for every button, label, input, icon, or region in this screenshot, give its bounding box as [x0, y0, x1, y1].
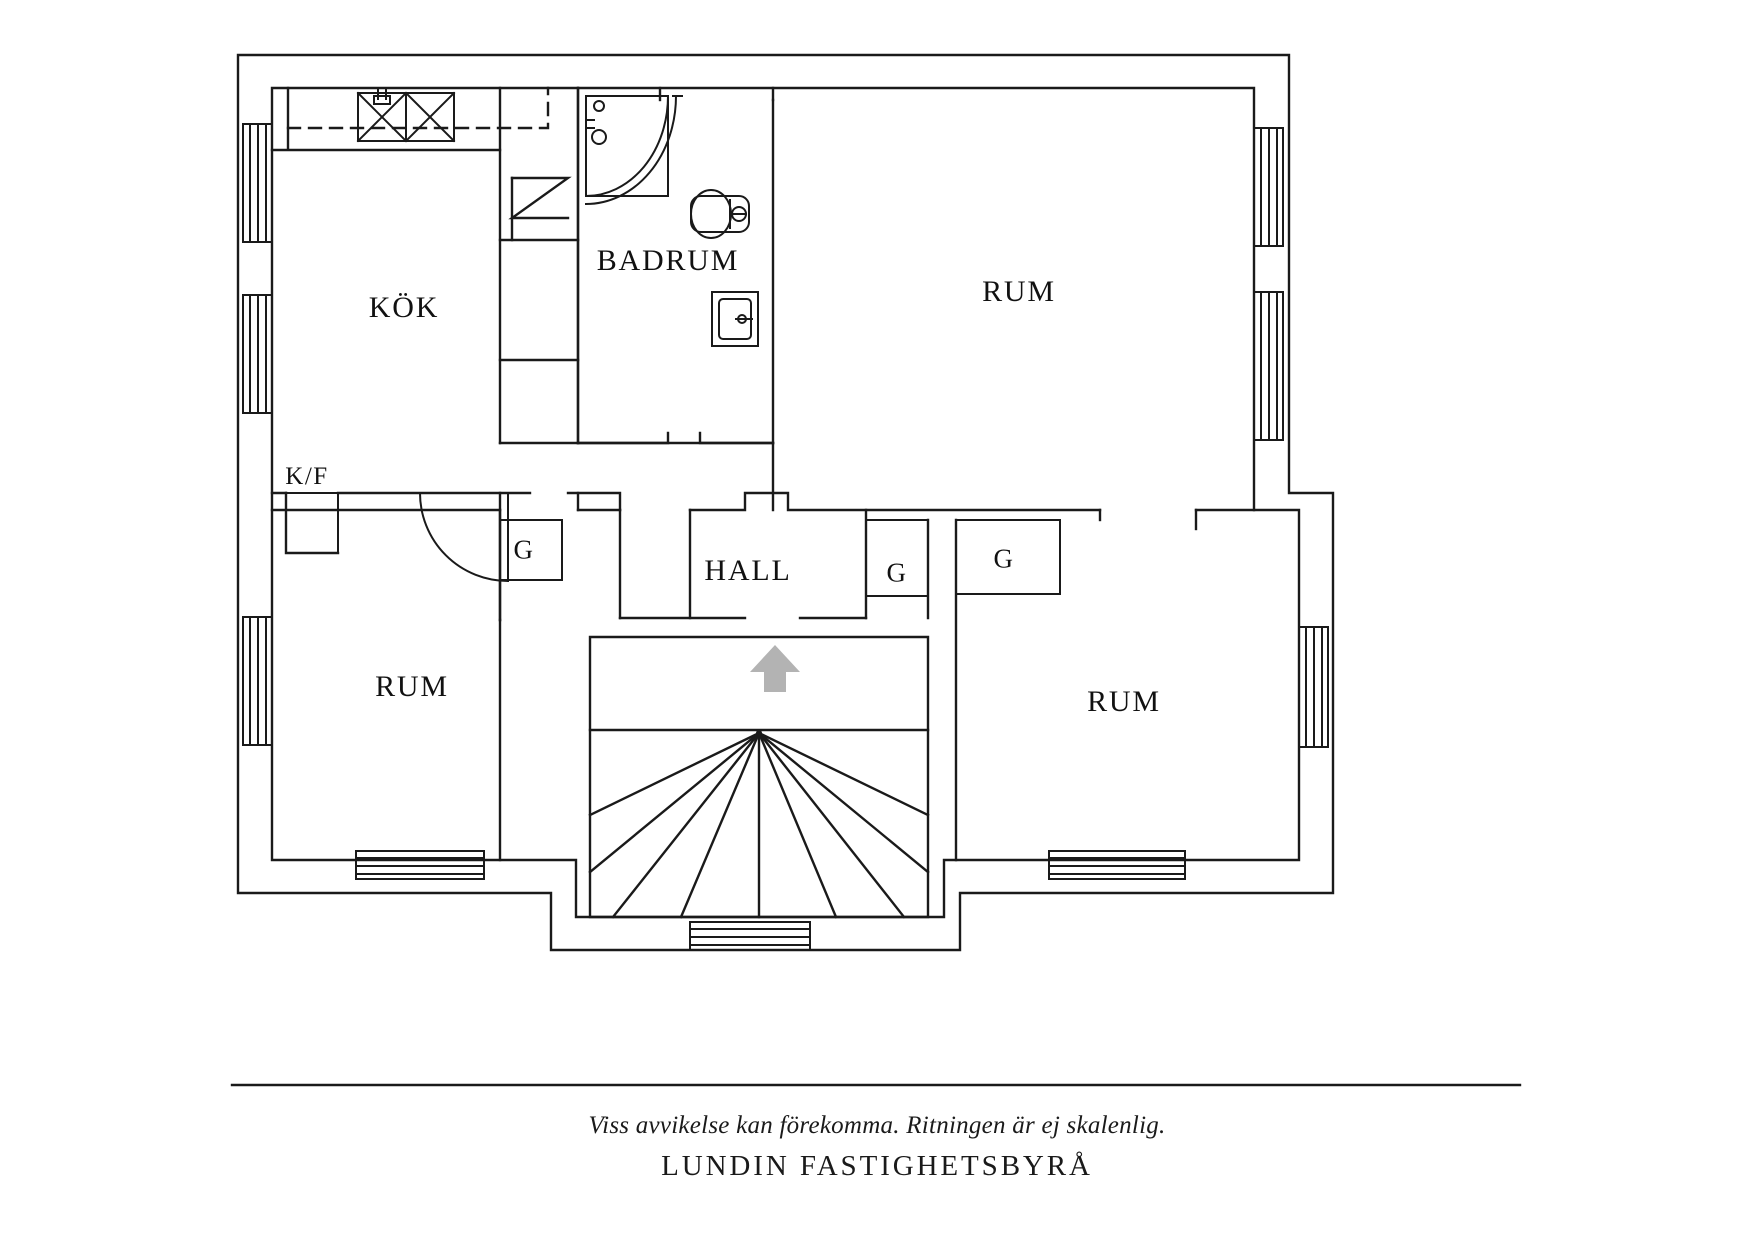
window-bottom-left: [356, 851, 484, 879]
window-right-lower: [1299, 627, 1328, 747]
sink-icon: [712, 292, 758, 346]
room-label-rum-se: RUM: [1087, 685, 1161, 718]
window-right-upper: [1254, 128, 1283, 246]
toilet-icon: [691, 190, 749, 238]
kf-niche: [286, 493, 338, 553]
disclaimer-text: Viss avvikelse kan förekomma. Ritningen är ej skalenlig.: [588, 1112, 1166, 1139]
up-arrow-icon: [750, 645, 800, 692]
room-label-rum-ne: RUM: [982, 275, 1056, 308]
staircase: [590, 637, 928, 917]
room-label-garderob-1: G: [513, 534, 535, 565]
room-label-badrum: BADRUM: [596, 244, 740, 277]
shower-icon: [586, 96, 682, 204]
bath-bottom-stub: [700, 433, 773, 443]
folding-door: [512, 178, 568, 218]
room-label-kok: KÖK: [368, 291, 440, 324]
window-bottom-right: [1049, 851, 1185, 879]
window-left-upper: [243, 124, 272, 242]
hall-stub-wall: [578, 433, 668, 443]
hall-wall-left-notch: [568, 493, 620, 510]
room-label-kf: K/F: [285, 463, 329, 490]
room-label-hall: HALL: [704, 554, 792, 587]
stove-icon: [358, 90, 454, 141]
exterior-wall-outline: [238, 55, 1333, 950]
window-right-middle: [1254, 292, 1283, 440]
hall-top-wall: [690, 493, 1100, 510]
agency-name: LUNDIN FASTIGHETSBYRÅ: [661, 1150, 1093, 1182]
window-bottom-center: [690, 922, 810, 950]
room-label-garderob-2: G: [886, 557, 908, 588]
door-swing-kitchen: [420, 493, 508, 581]
room-label-rum-sw: RUM: [375, 670, 449, 703]
kf-outline: [286, 493, 338, 553]
exterior-wall-inner-face: [272, 88, 1299, 917]
window-left-middle: [243, 295, 272, 413]
room-label-garderob-3: G: [993, 543, 1015, 574]
window-left-lower: [243, 617, 272, 745]
